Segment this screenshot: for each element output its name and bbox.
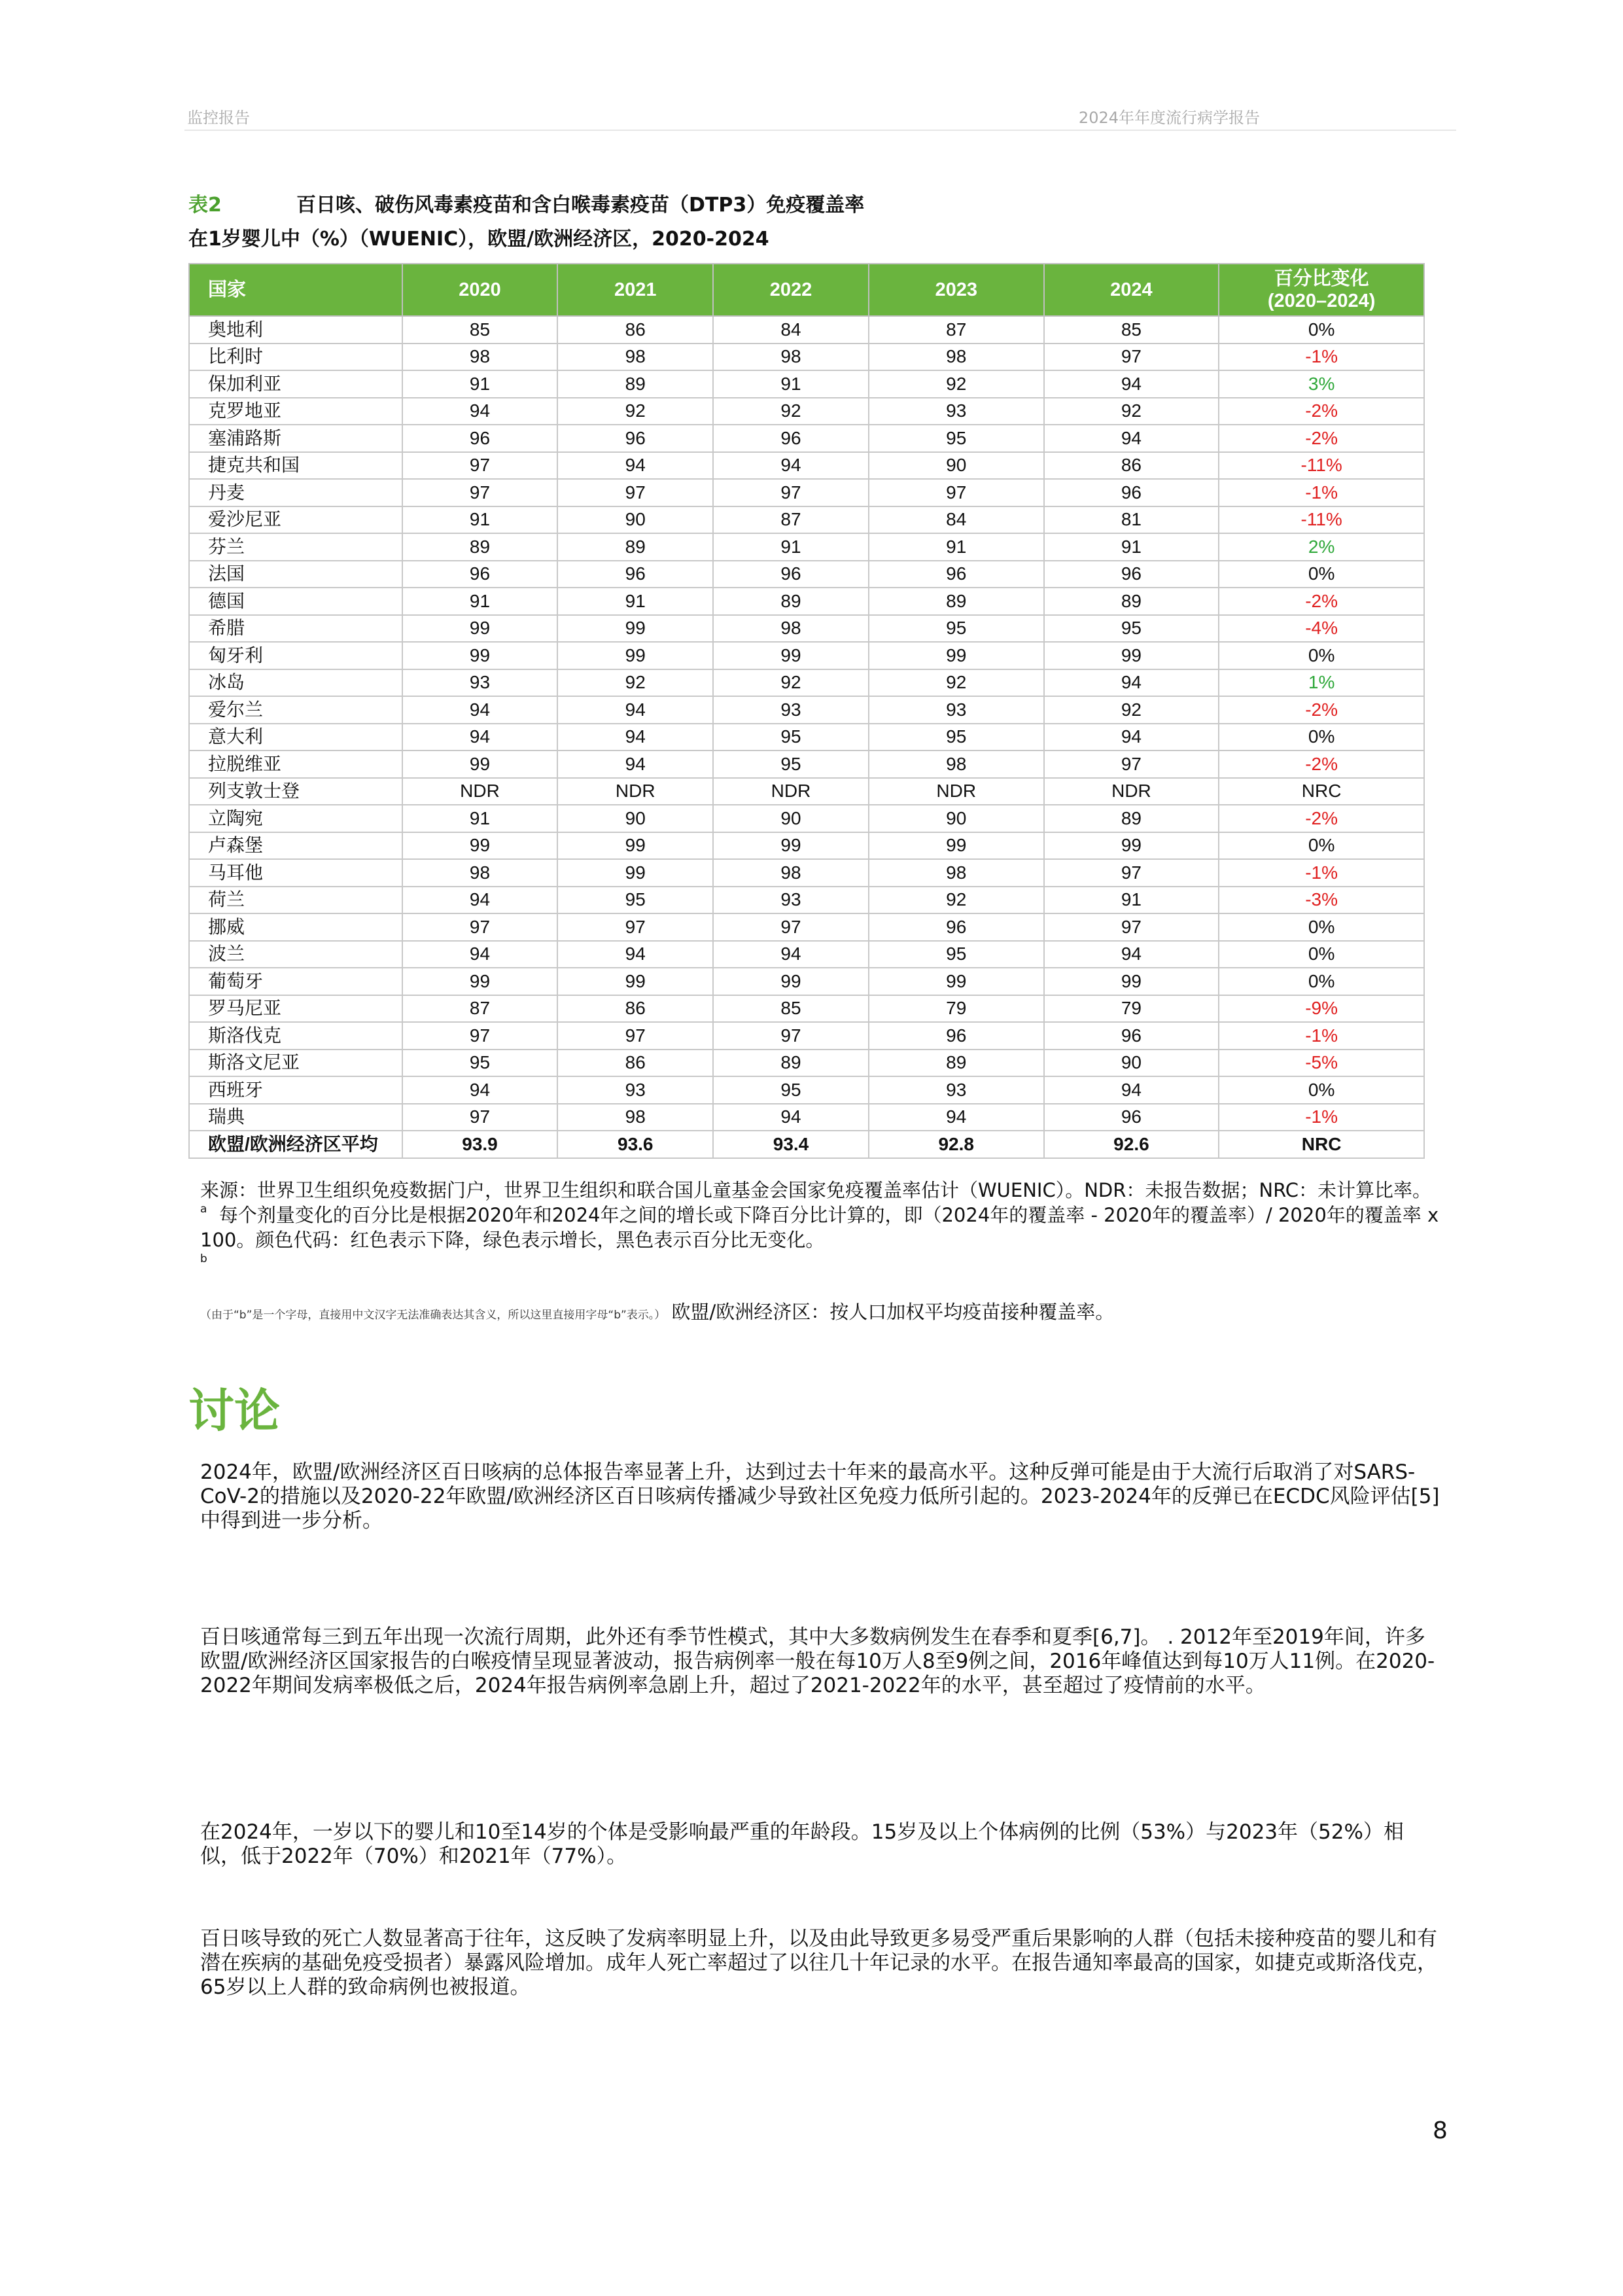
footnote-b-marker: b <box>200 1252 207 1265</box>
column-header-5: 2024 <box>1044 264 1219 316</box>
coverage-cell: 97 <box>1044 344 1219 371</box>
change-cell: -1% <box>1219 479 1424 506</box>
paragraph-3: 在2024年，一岁以下的婴儿和10至14岁的个体是受影响最严重的年龄段。15岁及以上个体病例的比例（53%）与2023年（52%）相似，低于2022年（70%）和2021年（77%）。 <box>200 1820 1404 1868</box>
coverage-cell: 98 <box>402 859 558 887</box>
change-cell: -2% <box>1219 805 1424 832</box>
coverage-cell: 97 <box>402 1022 558 1050</box>
coverage-cell: 86 <box>1044 452 1219 480</box>
table-row <box>189 370 1424 398</box>
coverage-cell: 97 <box>1044 913 1219 941</box>
table-title-text: 百日咳、破伤风毒素疫苗和含白喉毒素疫苗（DTP3）免疫覆盖率 <box>296 194 865 217</box>
coverage-cell: 91 <box>713 533 869 561</box>
coverage-cell: 85 <box>402 316 558 344</box>
change-cell: -2% <box>1219 588 1424 615</box>
coverage-cell: 98 <box>557 344 713 371</box>
coverage-cell: 97 <box>402 913 558 941</box>
country-cell: 波兰 <box>189 941 402 968</box>
coverage-cell: 85 <box>713 995 869 1023</box>
coverage-cell: 99 <box>869 832 1044 860</box>
table-row <box>189 669 1424 697</box>
coverage-table <box>188 263 1425 1159</box>
coverage-cell: 96 <box>1044 479 1219 506</box>
coverage-cell: 97 <box>557 913 713 941</box>
coverage-cell: 94 <box>557 452 713 480</box>
coverage-cell: 92 <box>1044 398 1219 425</box>
coverage-cell: 90 <box>869 805 1044 832</box>
coverage-cell: 91 <box>402 370 558 398</box>
coverage-cell: 79 <box>869 995 1044 1023</box>
table-row <box>189 452 1424 480</box>
coverage-cell: 99 <box>402 615 558 643</box>
table-row <box>189 805 1424 832</box>
coverage-cell: 93 <box>713 696 869 724</box>
coverage-cell: 98 <box>869 751 1044 778</box>
change-cell: 0% <box>1219 913 1424 941</box>
column-header-4: 2023 <box>869 264 1044 316</box>
coverage-cell: 97 <box>402 1104 558 1131</box>
coverage-cell: 93 <box>713 887 869 914</box>
coverage-cell: 95 <box>402 1050 558 1077</box>
coverage-cell: 99 <box>557 615 713 643</box>
coverage-cell: 91 <box>402 506 558 534</box>
change-cell: -9% <box>1219 995 1424 1023</box>
coverage-cell: 99 <box>402 968 558 995</box>
coverage-cell: 94 <box>402 941 558 968</box>
column-header-2: 2021 <box>557 264 713 316</box>
coverage-cell: 85 <box>1044 316 1219 344</box>
footnote-b-small: （由于“b”是一个字母，直接用中文汉字无法准确表达其含义，所以这里直接用字母“b”表示。） <box>200 1309 666 1322</box>
coverage-cell: 99 <box>557 968 713 995</box>
coverage-cell: 99 <box>713 968 869 995</box>
coverage-cell: 95 <box>713 1076 869 1104</box>
coverage-cell: 99 <box>869 642 1044 669</box>
country-cell: 比利时 <box>189 344 402 371</box>
table-body <box>189 316 1424 1158</box>
table-row <box>189 968 1424 995</box>
coverage-cell: 87 <box>713 506 869 534</box>
coverage-cell: 97 <box>713 913 869 941</box>
coverage-cell: 96 <box>557 561 713 588</box>
change-cell: -2% <box>1219 751 1424 778</box>
coverage-cell: 90 <box>557 506 713 534</box>
table-row <box>189 995 1424 1023</box>
table-row <box>189 1104 1424 1131</box>
coverage-cell: 90 <box>557 805 713 832</box>
coverage-cell: 95 <box>713 751 869 778</box>
coverage-cell: 91 <box>869 533 1044 561</box>
table-row <box>189 533 1424 561</box>
coverage-cell: 90 <box>1044 1050 1219 1077</box>
table-row <box>189 887 1424 914</box>
country-cell: 荷兰 <box>189 887 402 914</box>
change-cell: 2% <box>1219 533 1424 561</box>
coverage-cell: 95 <box>557 887 713 914</box>
coverage-cell: NDR <box>869 778 1044 805</box>
footnote-b <box>200 1299 1443 1328</box>
table-row <box>189 398 1424 425</box>
coverage-cell: NDR <box>557 778 713 805</box>
change-cell: NRC <box>1219 1131 1424 1158</box>
coverage-cell: 96 <box>402 425 558 452</box>
coverage-cell: 96 <box>713 425 869 452</box>
coverage-cell: 93 <box>402 669 558 697</box>
coverage-cell: 94 <box>402 724 558 751</box>
coverage-cell: 94 <box>557 941 713 968</box>
coverage-cell: 94 <box>713 941 869 968</box>
coverage-cell: 94 <box>557 696 713 724</box>
coverage-cell: 95 <box>869 941 1044 968</box>
change-cell: -3% <box>1219 887 1424 914</box>
table-title-line1 <box>188 188 1431 222</box>
coverage-cell: 99 <box>869 968 1044 995</box>
table-row <box>189 1022 1424 1050</box>
footnote-a <box>200 1203 1443 1252</box>
paragraph-1: 2024年，欧盟/欧洲经济区百日咳病的总体报告率显著上升，达到过去十年来的最高水平。这种反弹可能是由于大流行后取消了对SARS-CoV-2的措施以及2020-22年欧盟/欧洲经济区百日咳病传播减少导致社区免疫力低所引起的。2023-2024年的反弹已在ECDC风险评估[5]中得到进一步分析。 <box>200 1460 1440 1532</box>
coverage-cell: 93 <box>869 398 1044 425</box>
table-notes <box>200 1178 1443 1328</box>
table-row <box>189 859 1424 887</box>
paragraph-2: 百日咳通常每三到五年出现一次流行周期，此外还有季节性模式，其中大多数病例发生在春季和夏季[6,7]。 . 2012年至2019年间，许多欧盟/欧洲经济区国家报告的白喉疫情呈现显著波动，报告病例率一般在每10万人8至9例之间，2016年峰值达到每10万人11例。在2020-2022年期间发病率极低之后，2024年报告病例率急剧上升，超过了2021-2022年的水平，甚至超过了疫情前的水平。 <box>200 1625 1435 1697</box>
coverage-cell: 99 <box>1044 832 1219 860</box>
country-cell: 捷克共和国 <box>189 452 402 480</box>
coverage-cell: 92 <box>869 887 1044 914</box>
table-row <box>189 941 1424 968</box>
coverage-cell: 92 <box>557 398 713 425</box>
coverage-cell: 91 <box>402 805 558 832</box>
country-cell: 罗马尼亚 <box>189 995 402 1023</box>
country-cell: 法国 <box>189 561 402 588</box>
footnote-b-marker-line <box>200 1252 1443 1277</box>
coverage-cell: 92 <box>869 669 1044 697</box>
coverage-cell: 98 <box>869 859 1044 887</box>
coverage-cell: 93 <box>869 1076 1044 1104</box>
coverage-cell: 94 <box>1044 724 1219 751</box>
header-left-label: 监控报告 <box>187 109 250 127</box>
footnote-a-marker: a <box>200 1203 207 1216</box>
country-cell: 奥地利 <box>189 316 402 344</box>
table-row <box>189 696 1424 724</box>
coverage-cell: 98 <box>713 859 869 887</box>
coverage-cell: 96 <box>557 425 713 452</box>
coverage-cell: 96 <box>402 561 558 588</box>
table-title-line2: 在1岁婴儿中（%）（WUENIC），欧盟/欧洲经济区，2020-2024 <box>188 228 769 251</box>
country-cell: 斯洛文尼亚 <box>189 1050 402 1077</box>
coverage-cell: 95 <box>713 724 869 751</box>
country-cell: 芬兰 <box>189 533 402 561</box>
coverage-cell: 94 <box>1044 669 1219 697</box>
coverage-cell: 89 <box>557 533 713 561</box>
coverage-cell: 98 <box>713 344 869 371</box>
country-cell: 意大利 <box>189 724 402 751</box>
coverage-cell: NDR <box>402 778 558 805</box>
change-cell: -1% <box>1219 859 1424 887</box>
footnote-b-text: 欧盟/欧洲经济区：按人口加权平均疫苗接种覆盖率。 <box>671 1301 1115 1323</box>
coverage-cell: 97 <box>1044 751 1219 778</box>
coverage-cell: 97 <box>557 1022 713 1050</box>
coverage-cell: 94 <box>557 751 713 778</box>
country-cell: 挪威 <box>189 913 402 941</box>
coverage-cell: 94 <box>557 724 713 751</box>
table-title <box>188 188 1431 256</box>
change-cell: 0% <box>1219 316 1424 344</box>
coverage-cell: 98 <box>869 344 1044 371</box>
table-row <box>189 751 1424 778</box>
country-cell: 塞浦路斯 <box>189 425 402 452</box>
change-cell: 0% <box>1219 968 1424 995</box>
coverage-cell: 94 <box>402 1076 558 1104</box>
change-cell: -11% <box>1219 506 1424 534</box>
coverage-cell: 92 <box>557 669 713 697</box>
country-cell: 克罗地亚 <box>189 398 402 425</box>
column-header-1: 2020 <box>402 264 558 316</box>
change-cell: 0% <box>1219 941 1424 968</box>
coverage-cell: 99 <box>557 832 713 860</box>
column-header-6: 百分比变化 (2020–2024) <box>1219 264 1424 316</box>
coverage-cell: 86 <box>557 1050 713 1077</box>
table-row <box>189 642 1424 669</box>
paragraph-4: 百日咳导致的死亡人数显著高于往年，这反映了发病率明显上升，以及由此导致更多易受严重后果影响的人群（包括未接种疫苗的婴儿和有潜在疾病的基础免疫受损者）暴露风险增加。成年人死亡率超过了以往几十年记录的水平。在报告通知率最高的国家，如捷克或斯洛伐克，65岁以上人群的致命病例也被报道。 <box>200 1927 1437 1999</box>
country-cell: 爱尔兰 <box>189 696 402 724</box>
table-row <box>189 778 1424 805</box>
change-cell: 0% <box>1219 561 1424 588</box>
coverage-cell: 98 <box>713 615 869 643</box>
country-cell: 斯洛伐克 <box>189 1022 402 1050</box>
coverage-cell: 97 <box>402 479 558 506</box>
table-row <box>189 913 1424 941</box>
coverage-cell: 86 <box>557 316 713 344</box>
coverage-cell: 90 <box>713 805 869 832</box>
coverage-cell: 89 <box>1044 588 1219 615</box>
coverage-cell: 93 <box>557 1076 713 1104</box>
coverage-cell: 99 <box>402 642 558 669</box>
coverage-cell: 92 <box>869 370 1044 398</box>
country-cell: 欧盟/欧洲经济区平均 <box>189 1131 402 1158</box>
country-cell: 冰岛 <box>189 669 402 697</box>
country-cell: 瑞典 <box>189 1104 402 1131</box>
table-header-row <box>189 264 1424 316</box>
coverage-cell: 91 <box>402 588 558 615</box>
column-header-3: 2022 <box>713 264 869 316</box>
coverage-cell: 95 <box>869 615 1044 643</box>
country-cell: 卢森堡 <box>189 832 402 860</box>
coverage-cell: 87 <box>869 316 1044 344</box>
coverage-cell: 87 <box>402 995 558 1023</box>
footnote-a-text: 每个剂量变化的百分比是根据2020年和2024年之间的增长或下降百分比计算的，即（2024年的覆盖率 - 2020年的覆盖率）/ 2020年的覆盖率 x 100。颜色代码：红色表示下降，绿色表示增长，黑色表示百分比无变化。 <box>200 1204 1439 1251</box>
country-cell: 德国 <box>189 588 402 615</box>
coverage-cell: 81 <box>1044 506 1219 534</box>
country-cell: 保加利亚 <box>189 370 402 398</box>
coverage-cell: 93.9 <box>402 1131 558 1158</box>
country-cell: 葡萄牙 <box>189 968 402 995</box>
table-row <box>189 344 1424 371</box>
coverage-cell: 89 <box>1044 805 1219 832</box>
change-cell: 0% <box>1219 642 1424 669</box>
coverage-cell: 97 <box>713 479 869 506</box>
coverage-cell: 99 <box>1044 642 1219 669</box>
coverage-cell: 95 <box>1044 615 1219 643</box>
coverage-cell: 97 <box>713 1022 869 1050</box>
coverage-cell: 96 <box>869 913 1044 941</box>
coverage-cell: 98 <box>557 1104 713 1131</box>
coverage-cell: 94 <box>713 1104 869 1131</box>
table-label: 表2 <box>188 194 222 217</box>
coverage-cell: 94 <box>402 887 558 914</box>
table-row <box>189 316 1424 344</box>
coverage-cell: 94 <box>869 1104 1044 1131</box>
country-cell: 马耳他 <box>189 859 402 887</box>
table-row <box>189 588 1424 615</box>
coverage-cell: 97 <box>557 479 713 506</box>
coverage-cell: 89 <box>869 588 1044 615</box>
coverage-cell: 84 <box>869 506 1044 534</box>
coverage-cell: 91 <box>1044 887 1219 914</box>
coverage-cell: 99 <box>1044 968 1219 995</box>
coverage-cell: 89 <box>713 1050 869 1077</box>
coverage-cell: 89 <box>713 588 869 615</box>
coverage-cell: 79 <box>1044 995 1219 1023</box>
coverage-cell: 93.6 <box>557 1131 713 1158</box>
table-row <box>189 561 1424 588</box>
coverage-cell: 99 <box>557 642 713 669</box>
change-cell: -4% <box>1219 615 1424 643</box>
country-cell: 西班牙 <box>189 1076 402 1104</box>
coverage-cell: 92.6 <box>1044 1131 1219 1158</box>
coverage-cell: 89 <box>402 533 558 561</box>
table-row <box>189 479 1424 506</box>
header-right-label: 2024年年度流行病学报告 <box>1078 109 1260 127</box>
coverage-cell: 94 <box>402 398 558 425</box>
table-row <box>189 724 1424 751</box>
coverage-cell: 92.8 <box>869 1131 1044 1158</box>
change-cell: 0% <box>1219 724 1424 751</box>
coverage-cell: 94 <box>1044 941 1219 968</box>
coverage-cell: 91 <box>713 370 869 398</box>
table-row <box>189 506 1424 534</box>
change-cell: -2% <box>1219 425 1424 452</box>
section-heading: 讨论 <box>188 1384 280 1438</box>
country-cell: 列支敦士登 <box>189 778 402 805</box>
coverage-cell: 96 <box>1044 1104 1219 1131</box>
coverage-cell: 90 <box>869 452 1044 480</box>
coverage-cell: 96 <box>1044 561 1219 588</box>
change-cell: 0% <box>1219 832 1424 860</box>
change-cell: -2% <box>1219 398 1424 425</box>
change-cell: -11% <box>1219 452 1424 480</box>
coverage-cell: 95 <box>869 724 1044 751</box>
change-cell: -5% <box>1219 1050 1424 1077</box>
coverage-cell: 99 <box>713 832 869 860</box>
change-cell: 1% <box>1219 669 1424 697</box>
coverage-cell: 89 <box>869 1050 1044 1077</box>
coverage-cell: 93.4 <box>713 1131 869 1158</box>
table-row <box>189 832 1424 860</box>
coverage-cell: 84 <box>713 316 869 344</box>
country-cell: 爱沙尼亚 <box>189 506 402 534</box>
coverage-cell: 97 <box>1044 859 1219 887</box>
coverage-cell: 94 <box>713 452 869 480</box>
source-note: 来源：世界卫生组织免疫数据门户，世界卫生组织和联合国儿童基金会国家免疫覆盖率估计（WUENIC）。NDR：未报告数据；NRC：未计算比率。 <box>200 1179 1432 1201</box>
coverage-cell: 96 <box>1044 1022 1219 1050</box>
coverage-cell: 91 <box>1044 533 1219 561</box>
country-cell: 立陶宛 <box>189 805 402 832</box>
coverage-cell: 99 <box>402 832 558 860</box>
coverage-cell: 89 <box>557 370 713 398</box>
coverage-cell: 92 <box>1044 696 1219 724</box>
table-row <box>189 1076 1424 1104</box>
change-cell: -1% <box>1219 344 1424 371</box>
table-row <box>189 615 1424 643</box>
coverage-cell: 94 <box>402 696 558 724</box>
coverage-cell: 93 <box>869 696 1044 724</box>
coverage-cell: 86 <box>557 995 713 1023</box>
coverage-cell: 95 <box>869 425 1044 452</box>
table-total-row <box>189 1131 1424 1158</box>
coverage-cell: 92 <box>713 669 869 697</box>
table-row <box>189 1050 1424 1077</box>
coverage-cell: 96 <box>869 561 1044 588</box>
change-cell: -1% <box>1219 1022 1424 1050</box>
table-row <box>189 425 1424 452</box>
change-cell: -2% <box>1219 696 1424 724</box>
change-cell: 0% <box>1219 1076 1424 1104</box>
country-cell: 拉脱维亚 <box>189 751 402 778</box>
page-header <box>184 105 1456 131</box>
coverage-cell: 97 <box>869 479 1044 506</box>
column-header-0: 国家 <box>189 264 402 316</box>
coverage-cell: 99 <box>557 859 713 887</box>
change-cell: 3% <box>1219 370 1424 398</box>
country-cell: 丹麦 <box>189 479 402 506</box>
country-cell: 匈牙利 <box>189 642 402 669</box>
coverage-cell: 99 <box>713 642 869 669</box>
change-cell: NRC <box>1219 778 1424 805</box>
coverage-cell: 94 <box>1044 425 1219 452</box>
coverage-cell: NDR <box>713 778 869 805</box>
country-cell: 希腊 <box>189 615 402 643</box>
coverage-cell: 96 <box>869 1022 1044 1050</box>
coverage-cell: NDR <box>1044 778 1219 805</box>
coverage-cell: 91 <box>557 588 713 615</box>
coverage-cell: 96 <box>713 561 869 588</box>
coverage-cell: 99 <box>402 751 558 778</box>
coverage-cell: 94 <box>1044 1076 1219 1104</box>
coverage-cell: 94 <box>1044 370 1219 398</box>
coverage-cell: 98 <box>402 344 558 371</box>
coverage-cell: 92 <box>713 398 869 425</box>
page-number: 8 <box>1433 2117 1448 2144</box>
coverage-cell: 97 <box>402 452 558 480</box>
change-cell: -1% <box>1219 1104 1424 1131</box>
